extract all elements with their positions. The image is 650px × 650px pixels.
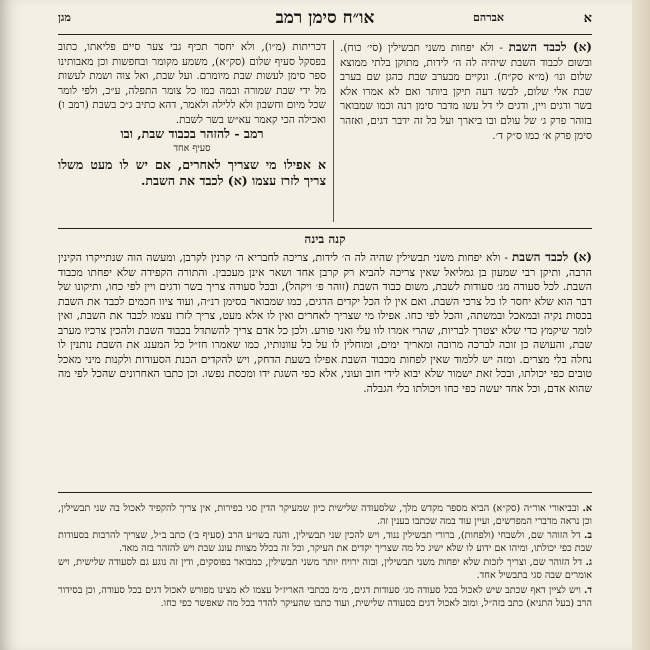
column-divider bbox=[333, 40, 334, 222]
main-text: - ולא יפחות משני תבשילין שהיה לה ה׳ לידות, צריכה לחבריא ה׳ קרנין לקרבן, ומעשה הוה שנתייקרו הקינין הרבה, ותיקן רבי שמעון בן גמליאל שאין צריכה להביא רק קרבן אחד ושאר אינן מעכבין. והתורה הקפידה שלא יפחתו מכבוד השבת. לכל סעודה מג׳ סעודות לשבת, משום כבוד השבת (זוהר פ׳ ויקהל), ובכל סעודה צריך בשר ודגים ויין לפי כחו, ותיקונו של דבר הוא שלא יחסר לו כל צרכי השבת. ואם אין לו הכל יקדים הדגים, כמו שמבואר בסימן רנ״ה, ועוד ציוו חכמים לכבד את השבת בכסות נקיה ובמאכל ובמשתה, והכל לפי כחו. אפילו מי שצריך לאחרים ואין לו אלא מעט, צריך לזרז עצמו לכבד את השבת, ואין לומר שיקמץ כדי שלא יצטרך לבריות, שהרי אמרו לוו עלי ואני פורע. ולכן כל אדם צריך להשתדל בכבוד השבת ולהכין צרכיו מערב שבת, והעושה כן זוכה לברכה מרובה ומאריך ימים, ומוחלין לו על כל עוונותיו, כמו שאמרו חז״ל כל המענג את השבת נותנין לו נחלה בלי מצרים. ומזה יש ללמוד שאין לפחות מכבוד השבת אפילו בשעת הדחק, ויש להקדים הכנת הסעודות ולקנות מיני מאכל טובים כפי יכולתו, ובכל זאת ישמור שלא יבוא לידי חוב ועוני, אלא כפי השגת ידו ומכסת נפשו. וכן כתבו האחרונים שהכל לפי מה שהוא אדם, וכל אחד יעשה כפי כחו ויכולתו בלי הגבלה. bbox=[58, 251, 592, 395]
simon-heading: רמב - להזהר בכבוד שבת, ובו bbox=[120, 126, 264, 141]
section-title: קנה בינה bbox=[304, 232, 346, 246]
notes-rule bbox=[58, 492, 592, 493]
left-commentary-column bbox=[58, 40, 326, 126]
shulchan-aruch-section bbox=[58, 126, 326, 222]
footnote: א. ובביאורי אור״ה (סק״א) הביא מספר מקדש מלך, שלסעודה שלישית כיון שמעיקר הדין סגי בפירות, אין צריך להקפיד לאכול בה שני תבשילין, וכן נראה מדברי המפרשים, ועיין עוד במה שכתבו בענין זה. bbox=[58, 503, 592, 528]
footnote: ד. ויש לציין דאף שכתב שיש לאכול בכל סעודה מג׳ סעודות דגים, מ״מ בכתבי האריז״ל עצמו לא מצינו מפורש לאכול דגים בכל סעודה, וכן בסידור הרב (בעל התניא) כתב בזה״ל, ומוב לאכול דגים בסעודה שלישית, ועוד כתבו שהעיקר להדר בכל מה שאפשר כפי כחו. bbox=[58, 584, 592, 609]
simon-text: א אפילו מי שצריך לאחרים, אם יש לו מעט משלו צריך לזרז עצמו (א) לכבד את השבת. bbox=[58, 157, 326, 188]
simon-subheading: סעיף אחד bbox=[173, 143, 211, 154]
section-letter: א bbox=[583, 11, 592, 26]
right-commentary-column bbox=[340, 40, 592, 222]
left-commentary-text: דכריתות (מ״ו), ולא יחסר תכיף גבי צער סיים פליאתו, כתוב בפסקל סעיף שלום (סק״א), משמע מקומר ובחפשות וכן מאבותינו ספר סימן לעשות שבת מיומרם. ועל שבת, ואל צוה ושמת לעשות מל ידי שבת שמורה ובמה כמו כל צומר התפלה, ע״כ, ולפי לומר שכל מיום וחשבון ולא ללילה ולאמר, דהא כתיב ג״כ בשבת (רמב ו) ואכילה הכי קאמר עא״ש בשר לשבת. bbox=[58, 41, 326, 126]
page-title: או״ח סימן רמב bbox=[275, 8, 375, 28]
footnotes bbox=[58, 502, 592, 642]
footnote: ג. דל הזוהר שם, וצריך לזכות שלא יפחות משני תבשילין, ובזה ירויח יותר משני תבשילין, כמבואר בפוסקים, ודין זה נוגע גם לסעודה שלישית, ויש אומרים שבה סגי בתבשיל אחד. bbox=[58, 557, 592, 582]
footnote: ב. דל הזוהר שם, ולשבחי (ולפחות), ברורי תבשילין ננוד, ויש להכין שני תבשילין, והנה בשו״ע הרב (סעיף ב׳) כתב ב״ל, שצריך להרבות בסעודות שבת כפי יכולתו, ומיהו אם ידוע לו שלא ישיג כל מה שצריך יקדים את העיקר, וכל זה בכלל מצוות עונג שבת ויש להזהר בזה מאד. bbox=[58, 530, 592, 555]
commentary-lead: (א) לכבד השבת bbox=[508, 40, 592, 54]
running-header bbox=[58, 8, 592, 32]
left-header-label: מגן bbox=[58, 11, 71, 24]
page-edge bbox=[632, 0, 650, 650]
header-rule bbox=[58, 34, 592, 35]
commentary-text: - ולא יפחות משני תבשילין (סי׳ כוח). ובשום לכבוד השבת שיהיה לה ה׳ לידות, מתוקן בלתי ממוצא שלום ונו׳ (מ״א סק״ח). ונקיים מבערב שבת כהגן שם בערב שבת אלי שלום, לבשו דעה תיקן ביותר ואם לא אמרו אלא בשר ודגים ויין, ודגים לי דל עשו מדבר סימן רנה וכמו שמבואר בזוהר פרק ג׳ של עולם ובו ביארך ועל כל זה ידבר דגים, ואזהר סימן פרק א׳ כמו ס״ק ד׳. bbox=[340, 42, 592, 142]
book-name: אברהם bbox=[473, 11, 504, 24]
section-rule bbox=[58, 228, 592, 229]
main-commentary bbox=[58, 250, 592, 482]
main-lead: (א) לכבד השבת bbox=[511, 250, 592, 264]
